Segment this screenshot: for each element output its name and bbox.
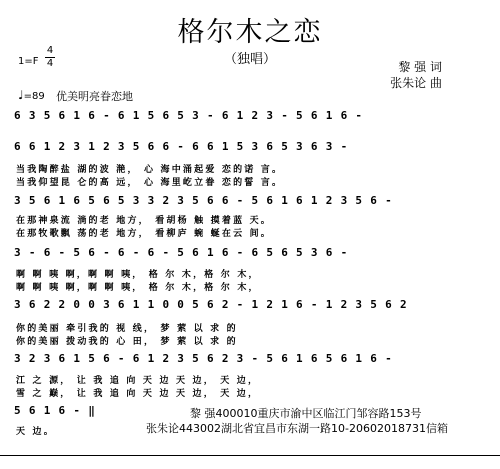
- lyric-line-3b: 在那牧歌飘 荡的老 地方， 看柳庐 蜿 蜒在云 间。: [16, 229, 273, 239]
- lyric-line-5b: 你的美丽 拨动我的 心 田， 梦 萦 以 求 的: [16, 337, 238, 347]
- lyric-line-6a: 江 之 源， 让 我 追 向 天 边 天 边， 天 边，: [16, 376, 260, 386]
- time-sig-bottom: 4: [46, 58, 54, 69]
- tempo-mark: [18, 88, 45, 102]
- footer-address-2: 张朱论443002湖北省宜昌市东湖一路10-20602018731信箱: [146, 422, 448, 435]
- lyric-line-4a: 啊 啊 咦 啊，啊 啊 咦， 格 尔 木，格 尔 木，: [16, 270, 260, 280]
- notes-line-2: 6 6 1 2 3 1 2 3 5 6 6 - 6 6 1 5 3 6 5 3 6 3 -: [14, 140, 349, 153]
- notes-line-5: 3 6 2 2 0 0 3 6 1 1 0 0 5 6 2 - 1 2 1 6 - 1 2 3 5 6 2: [14, 298, 408, 311]
- lyric-line-2b: 当我仰望昆 仑的高 远， 心 海里屹立眷 恋的誓 言。: [16, 178, 284, 188]
- notes-line-6: 3 2 3 6 1 5 6 - 6 1 2 3 5 6 2 3 - 5 6 1 6 5 6 1 6 -: [14, 352, 393, 365]
- time-signature: [45, 46, 55, 69]
- subtitle: （独唱）: [223, 52, 276, 67]
- notes-line-7: 5 6 1 6 - ‖: [14, 404, 96, 417]
- lyric-line-2a: 当我陶醉盐 湖的波 滟， 心 海中涌起爱 恋的诺 言。: [16, 165, 284, 175]
- lyric-line-7a: 天 边。: [16, 427, 55, 437]
- footer-divider: [0, 455, 500, 456]
- tempo-value: =89: [23, 91, 45, 102]
- lyric-line-6b: 雪 之 巅， 让 我 追 向 天 边 天 边， 天 边，: [16, 389, 260, 399]
- expression-mark: 优美明亮眷恋地: [56, 90, 133, 103]
- lyric-line-5a: 你的美丽 牵引我的 视 线， 梦 萦 以 求 的: [16, 324, 238, 334]
- footer-address-1: 黎 强400010重庆市渝中区临江门邹容路153号: [190, 407, 422, 420]
- lyricist: 黎 强 词: [398, 60, 442, 74]
- lyric-line-4b: 啊 啊 咦 啊，啊 啊 咦， 格 尔 木，格 尔 木，: [16, 283, 260, 293]
- lyric-line-3a: 在那神泉流 淌的老 地方， 看胡杨 触 摸着蓝 天。: [16, 216, 273, 226]
- quarter-note-icon: ♩: [18, 88, 24, 102]
- composer: 张朱论 曲: [390, 76, 442, 90]
- notes-line-4: 3 - 6 - 5 6 - 6 - 6 - 5 6 1 6 - 6 5 6 5 3 6 -: [14, 246, 349, 259]
- notes-line-1: 6 3 5 6 1 6 - 6 1 5 6 5 3 - 6 1 2 3 - 5 6 1 6 -: [14, 109, 363, 122]
- time-sig-top: 4: [46, 45, 54, 56]
- key-signature: 1=F: [18, 56, 39, 67]
- notes-line-3: 3 5 6 1 6 5 6 5 3 3 2 3 5 6 6 - 5 6 1 6 1 2 3 5 6 -: [14, 194, 393, 207]
- page-title: 格尔木之恋: [177, 17, 323, 48]
